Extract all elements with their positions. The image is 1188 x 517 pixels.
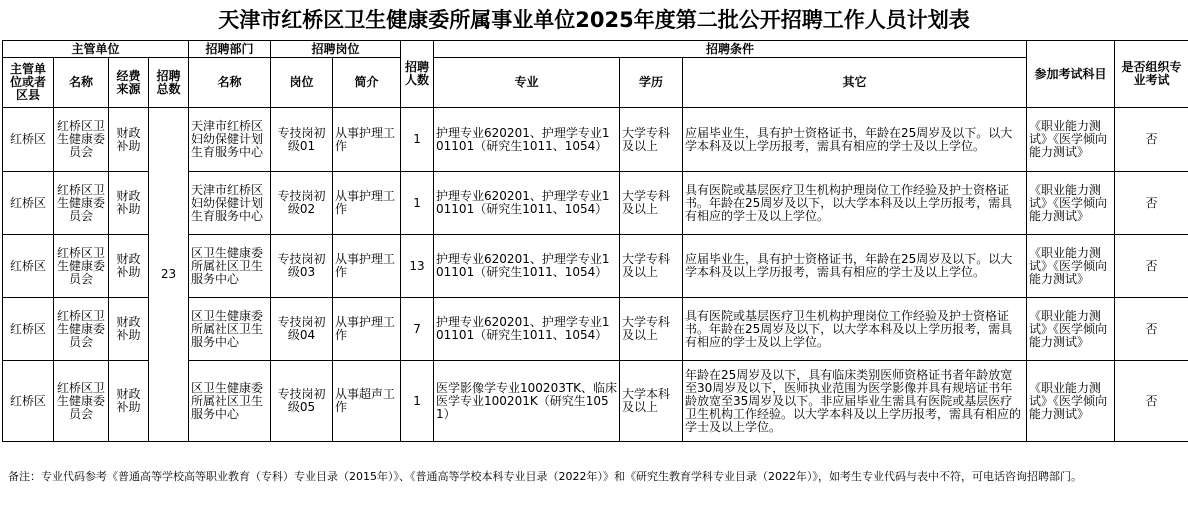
cell-other: 具有医院或基层医疗卫生机构护理岗位工作经验及护士资格证书。年龄在25周岁及以下，以大学本科及以上学历报考，需具有相应的学士及以上学位。 [683, 298, 1027, 361]
cell-exam: 《职业能力测试》《医学倾向能力测试》 [1027, 235, 1115, 298]
header-row-2 [3, 58, 1188, 108]
cell-count: 7 [401, 298, 434, 361]
header-headcount: 招聘人数 [401, 41, 434, 108]
cell-brief: 从事护理工作 [333, 172, 401, 235]
header-position-group: 招聘岗位 [271, 41, 401, 58]
header-recruit-dept: 招聘部门 [189, 41, 271, 58]
header-row-1 [3, 41, 1188, 58]
cell-other: 应届毕业生，具有护士资格证书，年龄在25周岁及以下。以大学本科及以上学历报考，需具有相应的学士及以上学位。 [683, 108, 1027, 172]
cell-exam: 《职业能力测试》《医学倾向能力测试》 [1027, 172, 1115, 235]
header-major: 专业 [434, 58, 620, 108]
cell-pro-exam: 否 [1115, 108, 1188, 172]
cell-post: 专技岗初级04 [271, 298, 333, 361]
cell-education: 大学专科及以上 [620, 298, 683, 361]
cell-other: 具有医院或基层医疗卫生机构护理岗位工作经验及护士资格证书。年龄在25周岁及以下，以大学本科及以上学历报考，需具有相应的学士及以上学位。 [683, 172, 1027, 235]
cell-district: 红桥区 [3, 172, 54, 235]
cell-major: 护理专业620201、护理学专业101101（研究生1011、1054） [434, 298, 620, 361]
cell-major: 护理专业620201、护理学专业101101（研究生1011、1054） [434, 235, 620, 298]
cell-count: 1 [401, 108, 434, 172]
cell-post: 专技岗初级05 [271, 361, 333, 442]
header-district: 主管单位或者区县 [3, 58, 54, 108]
cell-count: 1 [401, 361, 434, 442]
cell-pro-exam: 否 [1115, 361, 1188, 442]
cell-education: 大学专科及以上 [620, 108, 683, 172]
header-funding: 经费来源 [109, 58, 149, 108]
cell-count: 13 [401, 235, 434, 298]
cell-funding: 财政补助 [109, 108, 149, 172]
cell-district: 红桥区 [3, 361, 54, 442]
cell-dept: 区卫生健康委所属社区卫生服务中心 [189, 361, 271, 442]
cell-exam: 《职业能力测试》《医学倾向能力测试》 [1027, 361, 1115, 442]
cell-other: 年龄在25周岁及以下，具有临床类别医师资格证书者年龄放宽至30周岁及以下，医师执业范围为医学影像并具有规培证书年龄放宽至35周岁及以下。非应届毕业生需具有医院或基层医疗卫生机构工作经验。以大学本科及以上学历报考，需具有相应的学士及以上学位。 [683, 361, 1027, 442]
cell-exam: 《职业能力测试》《医学倾向能力测试》 [1027, 298, 1115, 361]
header-education: 学历 [620, 58, 683, 108]
cell-authority: 红桥区卫生健康委员会 [54, 235, 109, 298]
cell-dept: 天津市红桥区妇幼保健计划生育服务中心 [189, 172, 271, 235]
cell-education: 大学本科及以上 [620, 361, 683, 442]
cell-brief: 从事护理工作 [333, 108, 401, 172]
cell-major: 护理专业620201、护理学专业101101（研究生1011、1054） [434, 172, 620, 235]
cell-brief: 从事护理工作 [333, 298, 401, 361]
cell-pro-exam: 否 [1115, 235, 1188, 298]
cell-other: 应届毕业生，具有护士资格证书，年龄在25周岁及以下。以大学本科及以上学历报考，需具有相应的学士及以上学位。 [683, 235, 1027, 298]
cell-post: 专技岗初级03 [271, 235, 333, 298]
cell-brief: 从事超声工作 [333, 361, 401, 442]
cell-education: 大学专科及以上 [620, 235, 683, 298]
cell-major: 医学影像学专业100203TK、临床医学专业100201K（研究生1051） [434, 361, 620, 442]
cell-authority: 红桥区卫生健康委员会 [54, 298, 109, 361]
header-exam-subjects: 参加考试科目 [1027, 41, 1115, 108]
header-conditions-group: 招聘条件 [434, 41, 1027, 58]
cell-post: 专技岗初级02 [271, 172, 333, 235]
footnote: 备注：专业代码参考《普通高等学校高等职业教育（专科）专业目录（2015年）》、《普通高等学校本科专业目录（2022年）》和《研究生教育学科专业目录（2022年）》，如考生专业代码与表中不符，可电话咨询招聘部门。 [8, 470, 1082, 483]
table-row [3, 108, 1188, 172]
page-title: 天津市红桥区卫生健康委所属事业单位2025年度第二批公开招聘工作人员计划表 [218, 8, 970, 32]
cell-authority: 红桥区卫生健康委员会 [54, 361, 109, 442]
header-professional-exam: 是否组织专业考试 [1115, 41, 1188, 108]
header-post: 岗位 [271, 58, 333, 108]
cell-pro-exam: 否 [1115, 172, 1188, 235]
cell-district: 红桥区 [3, 235, 54, 298]
cell-brief: 从事护理工作 [333, 235, 401, 298]
header-total: 招聘总数 [149, 58, 189, 108]
header-other: 其它 [683, 58, 1027, 108]
cell-dept: 区卫生健康委所属社区卫生服务中心 [189, 235, 271, 298]
cell-total-recruit: 23 [149, 108, 189, 442]
cell-major: 护理专业620201、护理学专业101101（研究生1011、1054） [434, 108, 620, 172]
cell-funding: 财政补助 [109, 172, 149, 235]
cell-authority: 红桥区卫生健康委员会 [54, 108, 109, 172]
cell-count: 1 [401, 172, 434, 235]
cell-dept: 天津市红桥区妇幼保健计划生育服务中心 [189, 108, 271, 172]
cell-post: 专技岗初级01 [271, 108, 333, 172]
header-name: 名称 [54, 58, 109, 108]
cell-funding: 财政补助 [109, 235, 149, 298]
recruitment-table [2, 40, 1188, 442]
cell-authority: 红桥区卫生健康委员会 [54, 172, 109, 235]
cell-exam: 《职业能力测试》《医学倾向能力测试》 [1027, 108, 1115, 172]
cell-funding: 财政补助 [109, 361, 149, 442]
cell-pro-exam: 否 [1115, 298, 1188, 361]
cell-dept: 区卫生健康委所属社区卫生服务中心 [189, 298, 271, 361]
cell-district: 红桥区 [3, 298, 54, 361]
cell-education: 大学专科及以上 [620, 172, 683, 235]
header-brief: 简介 [333, 58, 401, 108]
cell-district: 红桥区 [3, 108, 54, 172]
cell-funding: 财政补助 [109, 298, 149, 361]
header-dept-group: 主管单位 [3, 41, 189, 58]
header-dept-name: 名称 [189, 58, 271, 108]
